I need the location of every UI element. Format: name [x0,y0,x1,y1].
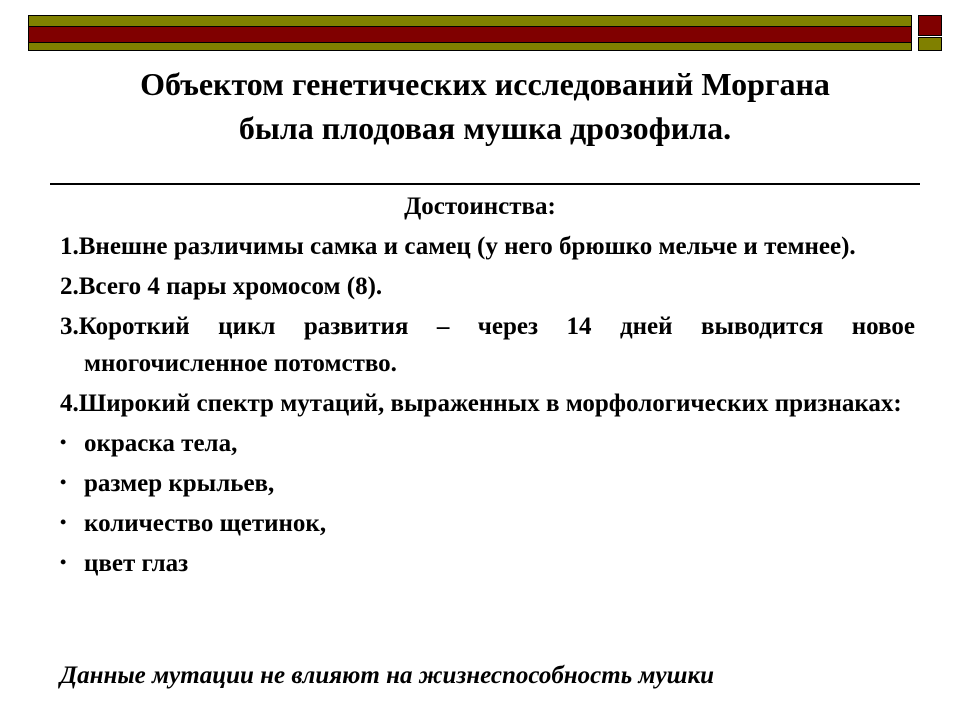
bullet-text: количество щетинок, [84,510,327,537]
decorative-header-bar [28,15,912,51]
list-item: 2.Всего 4 пары хромосом (8). [60,273,383,300]
bullet-text: размер крыльев, [84,470,275,497]
bullet-item [60,425,915,462]
bullet-item [60,465,915,502]
slide-title [60,62,910,150]
bullet-icon: • [60,432,67,452]
list-item: 4.Широкий спектр мутаций, выраженных в морфологических признаках: [60,390,902,417]
header-bar-stripe [29,26,911,43]
bullet-icon: • [60,512,67,532]
list-item: 1.Внешне различимы самка и самец (у него брюшко мельче и темнее). [60,233,856,260]
corner-square-olive [918,37,942,51]
advantages-list [60,228,915,585]
footer-note: Данные мутации не влияют на жизнеспособность мушки [60,662,715,689]
slide-title-line-1: Объектом генетических исследований Моргана [140,66,830,102]
slide-title-line-2: была плодовая мушка дрозофила. [238,110,732,146]
advantages-heading: Достоинства: [404,193,556,220]
bullet-item [60,505,915,542]
corner-square-maroon [918,15,942,36]
divider-line [50,183,920,185]
bullet-text: цвет глаз [84,550,189,577]
list-item: 3.Короткий цикл развития – через 14 дней выводится новое многочисленное потомство. [60,313,915,377]
bullet-icon: • [60,472,67,492]
bullet-icon: • [60,552,67,572]
bullet-text: окраска тела, [84,430,238,457]
bullet-item [60,545,915,582]
